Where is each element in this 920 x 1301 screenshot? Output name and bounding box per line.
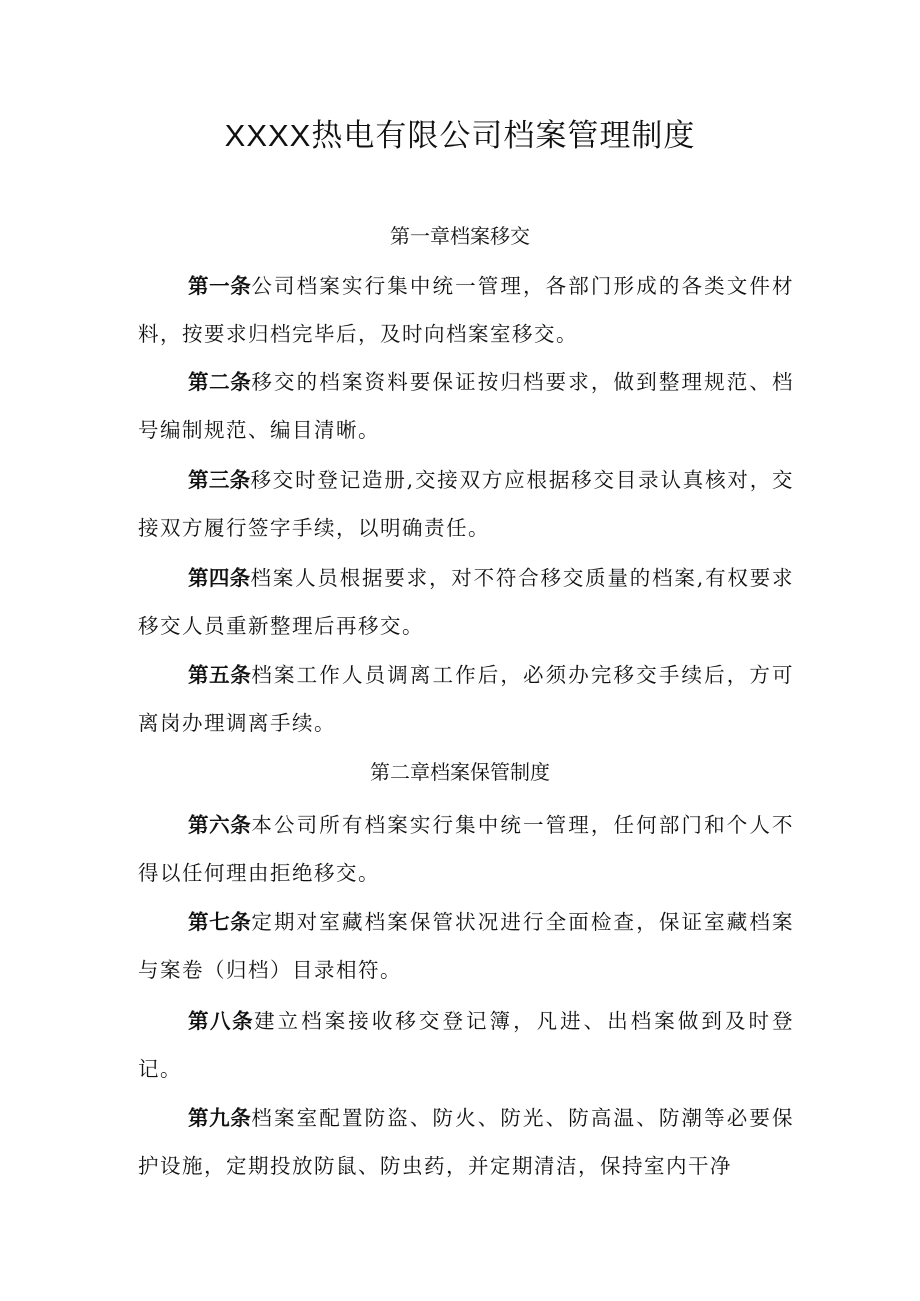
article-text: 档案室配置防盗、防火、防光、防高温、防潮等必要保护设施，定期投放防鼠、防虫药，并定期清洁，保持室内干净 bbox=[138, 1106, 795, 1178]
article-1 bbox=[138, 262, 794, 358]
article-number: 第一条 bbox=[188, 274, 252, 298]
article-text: 定期对室藏档案保管状况进行全面检查，保证室藏档案与案卷（归档）目录相符。 bbox=[138, 910, 795, 982]
article-6 bbox=[138, 801, 794, 897]
article-text: 本公司所有档案实行集中统一管理，任何部门和个人不得以任何理由拒绝移交。 bbox=[138, 813, 795, 885]
article-number: 第三条 bbox=[188, 468, 251, 492]
article-4 bbox=[138, 554, 794, 650]
article-number: 第八条 bbox=[188, 1009, 255, 1033]
article-text: 建立档案接收移交登记簿，凡进、出档案做到及时登记。 bbox=[138, 1009, 795, 1081]
document-title: XXXX热电有限公司档案管理制度 bbox=[224, 118, 696, 153]
chapter-heading-1: 第一章档案移交 bbox=[390, 226, 530, 248]
article-text: 公司档案实行集中统一管理，各部门形成的各类文件材料，按要求归档完毕后，及时向档案室移交。 bbox=[138, 274, 795, 346]
article-8 bbox=[138, 997, 794, 1093]
article-number: 第九条 bbox=[188, 1106, 252, 1130]
article-7 bbox=[138, 898, 794, 994]
article-text: 移交的档案资料要保证按归档要求，做到整理规范、档号编制规范、编目清晰。 bbox=[138, 370, 795, 442]
article-text: 移交时登记造册,交接双方应根据移交目录认真核对，交接双方履行签字手续，以明确责任。 bbox=[138, 468, 795, 540]
article-text: 档案人员根据要求，对不符合移交质量的档案,有权要求移交人员重新整理后再移交。 bbox=[138, 566, 795, 638]
article-3 bbox=[138, 456, 794, 552]
article-2 bbox=[138, 358, 794, 454]
article-9 bbox=[138, 1094, 794, 1190]
article-number: 第二条 bbox=[188, 370, 252, 394]
article-number: 第七条 bbox=[188, 910, 252, 934]
article-number: 第五条 bbox=[188, 663, 252, 687]
chapter-heading-2: 第二章档案保管制度 bbox=[370, 762, 550, 784]
article-number: 第六条 bbox=[188, 813, 252, 837]
article-5 bbox=[138, 651, 794, 747]
article-number: 第四条 bbox=[188, 566, 251, 590]
article-text: 档案工作人员调离工作后，必须办完移交手续后，方可离岗办理调离手续。 bbox=[138, 663, 795, 735]
